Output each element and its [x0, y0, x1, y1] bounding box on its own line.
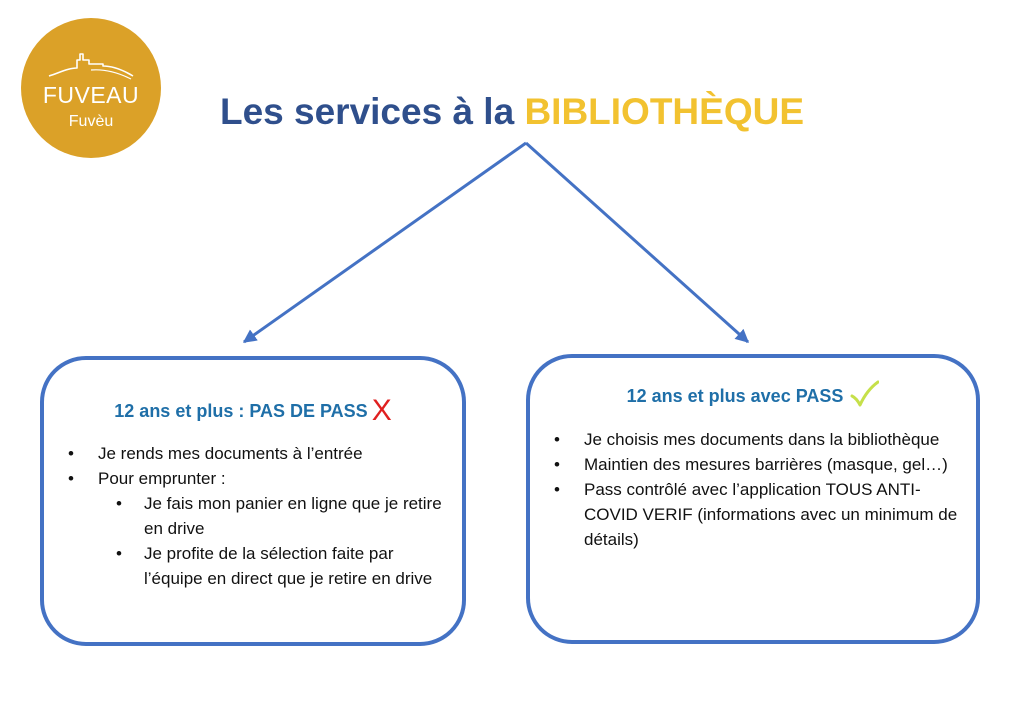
list-item: • Pass contrôlé avec l’application TOUS ANTI-COVID VERIF (informations avec un minimum de détails) [552, 477, 962, 552]
arrow-left [244, 143, 526, 342]
with-pass-list [552, 427, 962, 552]
list-item: • Je rends mes documents à l’entrée [66, 441, 456, 466]
page-title-accent: BIBLIOTHÈQUE [524, 91, 805, 132]
list-item: • Je choisis mes documents dans la bibliothèque [552, 427, 962, 452]
logo-town-name: FUVEAU [42, 82, 140, 108]
page-title-main: Les services à la [219, 91, 525, 132]
with-pass-heading-text: 12 ans et plus avec PASS [626, 386, 844, 406]
sub-list-item: • Je fais mon panier en ligne que je retire en drive [66, 491, 456, 541]
list-item: • Maintien des mesures barrières (masque, gel…) [552, 452, 962, 477]
with-pass-heading [530, 380, 976, 408]
checkmark-icon [849, 380, 879, 408]
with-pass-box [526, 354, 980, 644]
no-pass-heading-text: 12 ans et plus : PAS DE PASS [114, 401, 368, 421]
x-mark-icon: X [371, 394, 392, 427]
logo-town-name-provencal: Fuvèu [68, 113, 114, 130]
no-pass-list [66, 441, 456, 591]
no-pass-heading [44, 394, 462, 428]
list-item: • Pour emprunter : [66, 466, 456, 491]
arrow-right [526, 143, 748, 342]
no-pass-box [40, 356, 466, 646]
sub-list-item: • Je profite de la sélection faite par l’équipe en direct que je retire en drive [66, 541, 456, 591]
